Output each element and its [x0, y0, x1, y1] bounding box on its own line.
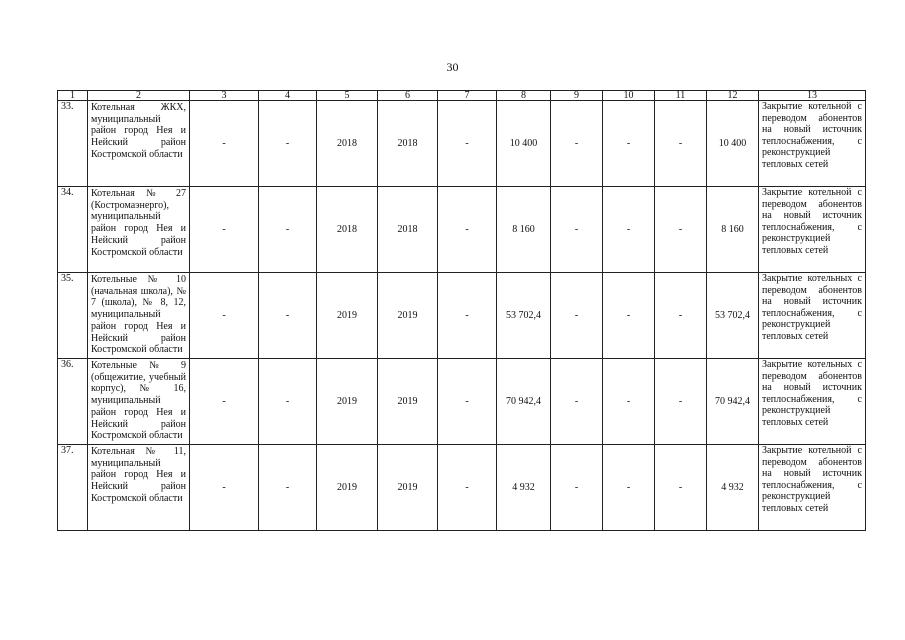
cell-col4: -	[259, 187, 317, 273]
cell-end-year: 2019	[378, 273, 438, 359]
column-header: 7	[438, 91, 497, 101]
row-number: 36.	[58, 359, 88, 445]
cell-col3: -	[190, 359, 259, 445]
cell-end-year: 2018	[378, 101, 438, 187]
cell-col7: -	[438, 359, 497, 445]
cell-col8: 4 932	[497, 445, 551, 531]
cell-col11: -	[655, 359, 707, 445]
cell-col11: -	[655, 101, 707, 187]
column-header: 13	[759, 91, 866, 101]
cell-start-year: 2019	[317, 359, 378, 445]
cell-col11: -	[655, 187, 707, 273]
column-header: 11	[655, 91, 707, 101]
row-number: 33.	[58, 101, 88, 187]
row-number: 37.	[58, 445, 88, 531]
measure-description: Закрытие котельной с переводом абонентов на новый источник теплоснабжения, с реконструкцией тепловых сетей	[759, 101, 866, 187]
cell-col9: -	[551, 187, 603, 273]
cell-col8: 70 942,4	[497, 359, 551, 445]
table-row	[58, 445, 866, 531]
row-number: 35.	[58, 273, 88, 359]
cell-col10: -	[603, 187, 655, 273]
measure-description: Закрытие котельных с переводом абонентов на новый источник теплоснабжения, с реконструкцией тепловых сетей	[759, 359, 866, 445]
cell-col4: -	[259, 359, 317, 445]
cell-col7: -	[438, 273, 497, 359]
measure-description: Закрытие котельных с переводом абонентов на новый источник теплоснабжения, с реконструкцией тепловых сетей	[759, 273, 866, 359]
cell-col3: -	[190, 445, 259, 531]
column-number-row	[58, 91, 866, 101]
column-header: 3	[190, 91, 259, 101]
cell-col10: -	[603, 273, 655, 359]
cell-col12: 10 400	[707, 101, 759, 187]
column-header: 4	[259, 91, 317, 101]
cell-col12: 70 942,4	[707, 359, 759, 445]
cell-col9: -	[551, 101, 603, 187]
page-number: 30	[446, 60, 459, 74]
column-header: 9	[551, 91, 603, 101]
cell-end-year: 2019	[378, 445, 438, 531]
cell-col9: -	[551, 445, 603, 531]
boiler-name: Котельные № 9 (общежитие, учебный корпус), № 16, муниципальный район город Нея и Нейский район Костромской области	[88, 359, 190, 445]
cell-start-year: 2018	[317, 101, 378, 187]
cell-start-year: 2018	[317, 187, 378, 273]
cell-col10: -	[603, 359, 655, 445]
table-row	[58, 187, 866, 273]
row-number: 34.	[58, 187, 88, 273]
column-header: 8	[497, 91, 551, 101]
cell-col11: -	[655, 445, 707, 531]
boiler-name: Котельная № 27 (Костромаэнерго), муниципальный район город Нея и Нейский район Костромской области	[88, 187, 190, 273]
cell-end-year: 2019	[378, 359, 438, 445]
cell-col8: 10 400	[497, 101, 551, 187]
cell-col7: -	[438, 445, 497, 531]
boiler-name: Котельная ЖКХ, муниципальный район город Нея и Нейский район Костромской области	[88, 101, 190, 187]
cell-col10: -	[603, 101, 655, 187]
table-row	[58, 359, 866, 445]
cell-col8: 8 160	[497, 187, 551, 273]
cell-col3: -	[190, 187, 259, 273]
cell-start-year: 2019	[317, 445, 378, 531]
investment-table	[57, 90, 866, 531]
measure-description: Закрытие котельной с переводом абонентов на новый источник теплоснабжения, с реконструкцией тепловых сетей	[759, 187, 866, 273]
cell-col8: 53 702,4	[497, 273, 551, 359]
cell-col9: -	[551, 359, 603, 445]
cell-col12: 8 160	[707, 187, 759, 273]
column-header: 6	[378, 91, 438, 101]
column-header: 10	[603, 91, 655, 101]
boiler-name: Котельные № 10 (начальная школа), № 7 (школа), № 8, 12, муниципальный район город Нея и Нейский район Костромской области	[88, 273, 190, 359]
cell-col4: -	[259, 101, 317, 187]
table-row	[58, 101, 866, 187]
cell-col4: -	[259, 273, 317, 359]
cell-start-year: 2019	[317, 273, 378, 359]
table-row	[58, 273, 866, 359]
column-header: 2	[88, 91, 190, 101]
measure-description: Закрытие котельной с переводом абонентов на новый источник теплоснабжения, с реконструкцией тепловых сетей	[759, 445, 866, 531]
cell-col7: -	[438, 101, 497, 187]
cell-col4: -	[259, 445, 317, 531]
cell-col3: -	[190, 273, 259, 359]
boiler-name: Котельная № 11, муниципальный район город Нея и Нейский район Костромской области	[88, 445, 190, 531]
cell-end-year: 2018	[378, 187, 438, 273]
column-header: 1	[58, 91, 88, 101]
column-header: 5	[317, 91, 378, 101]
cell-col9: -	[551, 273, 603, 359]
cell-col12: 53 702,4	[707, 273, 759, 359]
column-header: 12	[707, 91, 759, 101]
cell-col7: -	[438, 187, 497, 273]
cell-col12: 4 932	[707, 445, 759, 531]
cell-col11: -	[655, 273, 707, 359]
cell-col3: -	[190, 101, 259, 187]
cell-col10: -	[603, 445, 655, 531]
